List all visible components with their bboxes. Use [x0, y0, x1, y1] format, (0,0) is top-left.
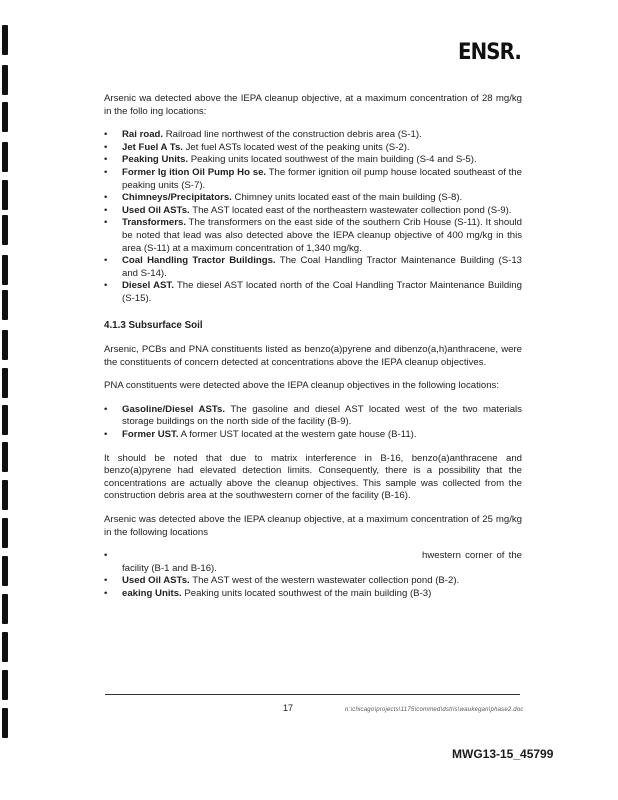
binder-mark — [2, 708, 8, 738]
list-item: • Chimneys/Precipitators. Chimney units located east of the main building (S-8). — [104, 192, 463, 204]
pna-intro: PNA constituents were detected above the IEPA cleanup objectives in the following locations: — [104, 380, 500, 392]
binder-mark — [2, 518, 8, 548]
bullet-icon: • — [104, 129, 108, 141]
list-item: • Peaking Units. Peaking units located southwest of the main building (S-4 and S-5). — [104, 154, 477, 166]
binder-mark — [2, 215, 8, 245]
binder-mark — [2, 25, 8, 55]
binder-mark — [2, 632, 8, 662]
binder-mark — [2, 142, 8, 172]
list-item: • Diesel AST. The diesel AST located north of the Coal Handling Tractor Maintenance Building (S-15). — [104, 280, 522, 304]
binder-mark — [2, 65, 8, 95]
list-item: • Former UST. A former UST located at the western gate house (B-11). — [104, 429, 417, 441]
bullet-icon: • — [104, 141, 108, 153]
binder-mark — [2, 290, 8, 320]
document-body — [104, 93, 522, 612]
binder-mark — [2, 180, 8, 210]
arsenic-soil-list — [104, 129, 522, 305]
bullet-icon: • — [104, 588, 108, 599]
bullet-icon: • — [104, 403, 108, 415]
list-item: • Coal Handling Tractor Buildings. The Coal Handling Tractor Maintenance Building (S-13 and S-14). — [104, 255, 522, 279]
binder-mark — [2, 405, 8, 435]
file-path: n:\chicago\projects\1175\commed\dstris\waukegan\phase2.doc — [345, 707, 524, 713]
list-item: • Used Oil ASTs. The AST located east of the northeastern wastewater collection pond (S-9). — [104, 204, 512, 216]
bullet-icon: • — [104, 575, 108, 587]
company-logo: ENSR. — [458, 40, 521, 65]
matrix-note: It should be noted that due to matrix interference in B-16, benzo(a)anthracene and benzo(a)pyrene had elevated detection limits. Consequently, there is a possibility that the concentrations are actually above the cleanup objectives. This sample was collected from the construction debris area at the southwestern corner of the facility (B-16). — [104, 452, 522, 502]
arsenic-subsurface-list — [104, 550, 522, 600]
bullet-icon: • — [104, 255, 108, 267]
bullet-icon: • — [104, 429, 108, 441]
list-item: • Used Oil ASTs. The AST west of the western wastewater collection pond (B-2). — [104, 575, 460, 587]
binder-mark — [2, 556, 8, 586]
list-item: • Gasoline/Diesel ASTs. The gasoline and diesel AST located west of the two materials storage buildings on the north side of the facility (B-9). — [104, 403, 522, 428]
bullet-icon: • — [104, 204, 108, 216]
binder-mark — [2, 480, 8, 510]
binder-mark — [2, 594, 8, 624]
bullet-icon: • — [104, 550, 108, 562]
list-item: • hwestern corner of the facility (B-1 and B-16). — [104, 550, 522, 574]
bullet-icon: • — [104, 217, 108, 229]
list-item: • Rai road. Railroad line northwest of the construction debris area (S-1). — [104, 129, 422, 141]
binder-mark — [2, 102, 8, 132]
binder-mark — [2, 330, 8, 360]
section-heading: 4.1.3 Subsurface Soil — [104, 319, 203, 331]
pna-list — [104, 404, 522, 442]
arsenic-subsurface-intro: Arsenic was detected above the IEPA cleanup objective, at a maximum concentration of 25 mg/kg in the following locations — [104, 514, 522, 538]
bullet-icon: • — [104, 166, 108, 178]
binder-mark — [2, 442, 8, 472]
bullet-icon: • — [104, 154, 108, 166]
list-item: • Former Ig ition Oil Pump Ho se. The former ignition oil pump house located southeast of the peaking units (S-7). — [104, 166, 522, 191]
document-id: MWG13-15_45799 — [452, 747, 554, 761]
binder-mark — [2, 368, 8, 398]
list-item: • Jet Fuel A Ts. Jet fuel ASTs located west of the peaking units (S-2). — [104, 141, 410, 153]
binder-mark — [2, 670, 8, 700]
arsenic-soil-intro: Arsenic wa detected above the IEPA cleanup objective, at a maximum concentration of 28 mg/kg in the follo ing locations: — [104, 93, 522, 117]
page-number: 17 — [283, 703, 294, 713]
bullet-icon: • — [104, 192, 108, 204]
list-item: • Transformers. The transformers on the east side of the southern Crib House (S-11). It should be noted that lead was also detected above the IEPA cleanup objective of 400 mg/kg in this area (S-11) at a maximum concentration of 1,340 mg/kg. — [104, 217, 522, 254]
subsurface-paragraph: Arsenic, PCBs and PNA constituents listed as benzo(a)pyrene and dibenzo(a,h)anthracene, were the constituents of concern detected at concentrations above the IEPA cleanup objectives. — [104, 344, 522, 368]
binder-mark — [2, 255, 8, 285]
list-item: • eaking Units. Peaking units located southwest of the main building (B-3) — [104, 588, 432, 599]
bullet-icon: • — [104, 280, 108, 292]
footer-rule — [105, 694, 520, 695]
